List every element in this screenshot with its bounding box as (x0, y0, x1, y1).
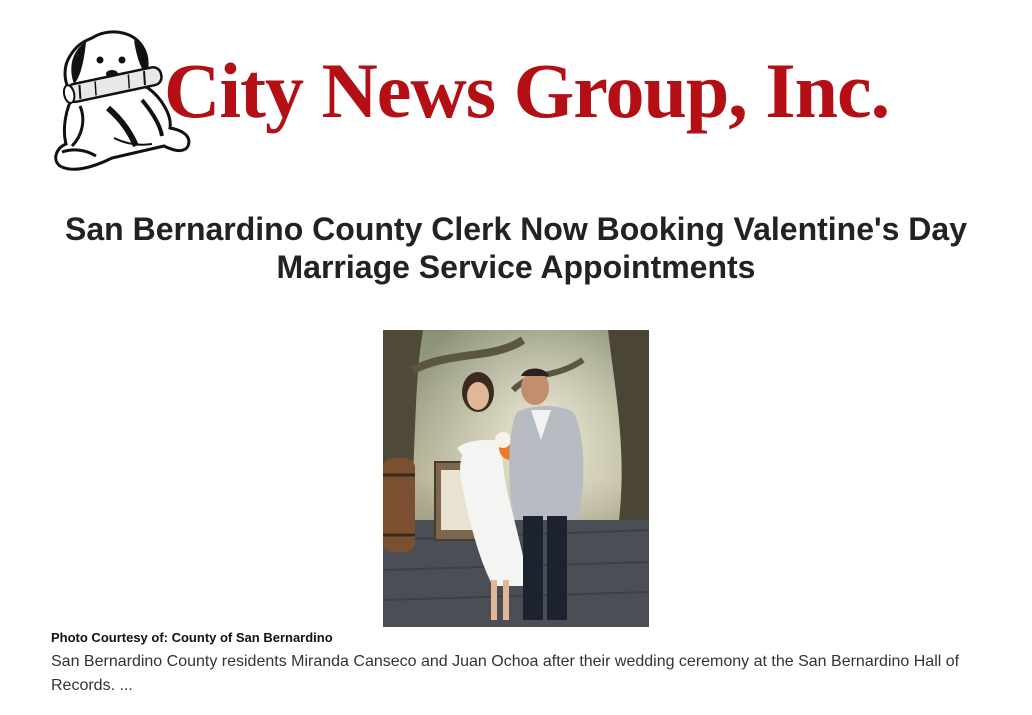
brand-name[interactable]: City News Group, Inc. (164, 47, 890, 134)
article-photo[interactable] (383, 330, 649, 627)
photo-credit: Photo Courtesy of: County of San Bernardino (51, 630, 333, 645)
headline-line-1: San Bernardino County Clerk Now Booking Valentine's Day (65, 211, 967, 247)
headline-line-2: Marriage Service Appointments (276, 249, 756, 285)
article-excerpt[interactable]: San Bernardino County residents Miranda Canseco and Juan Ochoa after their wedding ceremony at the San Bernardino Hall of Records. ... (51, 653, 960, 694)
masthead (52, 28, 982, 174)
article-headline[interactable] (40, 210, 992, 286)
wedding-couple-photo (383, 330, 649, 627)
